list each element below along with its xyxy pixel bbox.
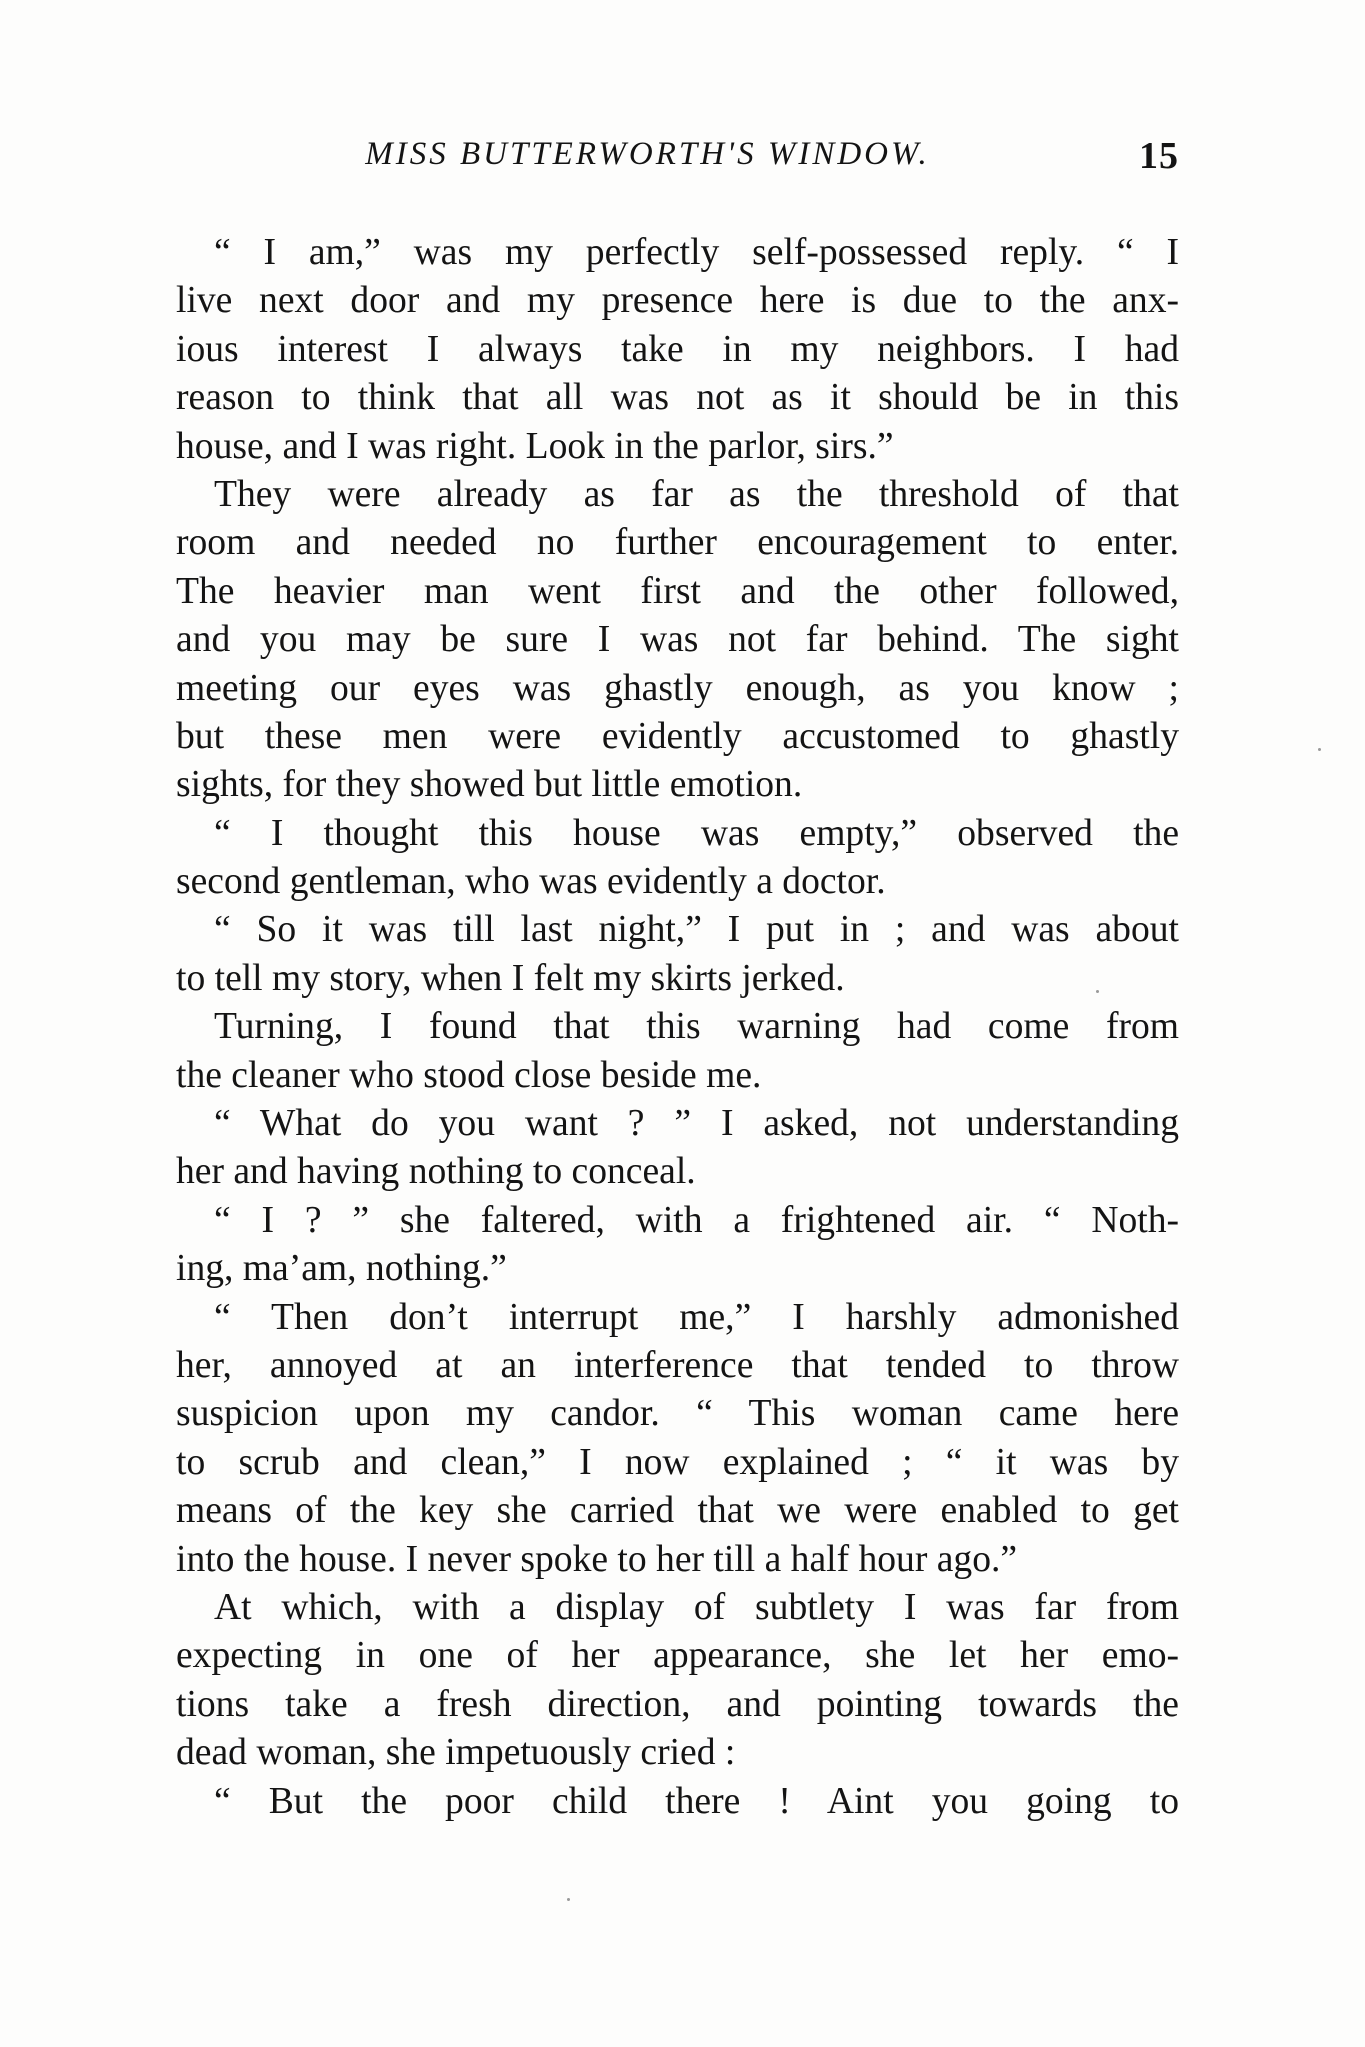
text-line: live next door and my presence here is due to the anx- — [176, 280, 1179, 322]
text-line: to tell my story, when I felt my skirts jerked. — [176, 957, 845, 999]
text-line: “ I am,” was my perfectly self-possessed reply. “ I — [214, 232, 1179, 273]
text-line: to scrub and clean,” I now explained ; “ it was by — [176, 1441, 1179, 1483]
text-line: ing, ma’am, nothing.” — [176, 1248, 507, 1290]
text-line: ious interest I always take in my neighbors. I had — [176, 328, 1179, 370]
text-line: “ What do you want ? ” I asked, not understanding — [214, 1103, 1179, 1145]
text-line: meeting our eyes was ghastly enough, as you know ; — [176, 667, 1179, 709]
text-line: tions take a fresh direction, and pointing towards the — [176, 1683, 1179, 1725]
text-line: “ I thought this house was empty,” observed the — [214, 812, 1179, 854]
text-line: but these men were evidently accustomed to ghastly — [176, 715, 1179, 757]
text-line: the cleaner who stood close beside me. — [176, 1054, 762, 1096]
text-line: The heavier man went first and the other followed, — [176, 570, 1179, 612]
page-header — [176, 136, 1179, 186]
text-line: At which, with a display of subtlety I was far from — [214, 1586, 1179, 1628]
text-line: second gentleman, who was evidently a doctor. — [176, 861, 886, 903]
text-line: room and needed no further encouragement to enter. — [176, 522, 1179, 564]
text-line: house, and I was right. Look in the parlor, sirs.” — [176, 425, 894, 467]
paper-speck — [1318, 748, 1321, 751]
text-line: reason to think that all was not as it should be in this — [176, 377, 1179, 419]
text-line: “ Then don’t interrupt me,” I harshly admonished — [214, 1296, 1179, 1338]
text-line: her, annoyed at an interference that tended to throw — [176, 1344, 1179, 1386]
text-line: dead woman, she impetuously cried : — [176, 1732, 736, 1774]
running-head: MISS BUTTERWORTH'S WINDOW. — [365, 136, 930, 172]
text-line: expecting in one of her appearance, she let her emo- — [176, 1635, 1179, 1677]
text-line: sights, for they showed but little emotion. — [176, 764, 803, 806]
text-line: suspicion upon my candor. “ This woman came here — [176, 1393, 1179, 1435]
body-text — [176, 229, 1179, 1826]
page-number: 15 — [1139, 135, 1179, 177]
text-line: Turning, I found that this warning had come from — [214, 1006, 1179, 1048]
text-line: “ So it was till last night,” I put in ; and was about — [214, 909, 1179, 951]
text-line: and you may be sure I was not far behind. The sight — [176, 619, 1179, 661]
text-line: “ But the poor child there ! Aint you going to — [214, 1780, 1179, 1822]
text-line: means of the key she carried that we were enabled to get — [176, 1490, 1179, 1532]
text-line: “ I ? ” she faltered, with a frightened air. “ Noth- — [214, 1199, 1179, 1241]
text-line: They were already as far as the threshold of that — [214, 473, 1179, 515]
text-line: her and having nothing to conceal. — [176, 1151, 696, 1193]
paper-speck — [1096, 990, 1099, 993]
paper-speck — [567, 1898, 570, 1901]
text-line: into the house. I never spoke to her till a half hour ago.” — [176, 1538, 1018, 1580]
